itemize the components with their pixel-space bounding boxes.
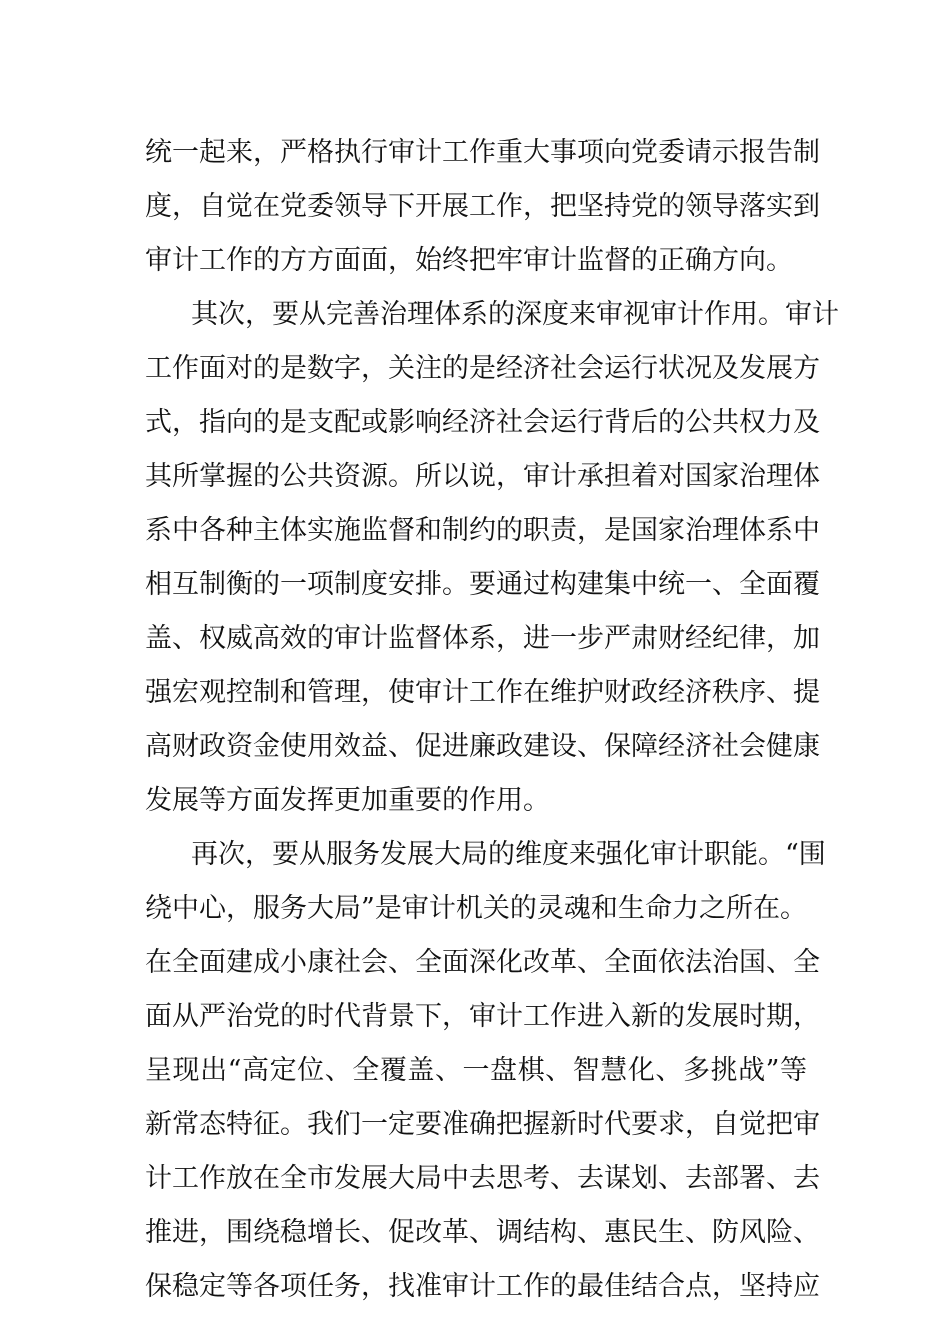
text-line: 审计工作的方方面面，始终把牢审计监督的正确方向。 bbox=[145, 245, 793, 276]
text-line: 强宏观控制和管理，使审计工作在维护财政经济秩序、提 bbox=[145, 677, 820, 708]
document-body bbox=[145, 126, 839, 1314]
text-line: 计工作放在全市发展大局中去思考、去谋划、去部署、去 bbox=[145, 1163, 820, 1194]
text-line: 绕中心，服务大局”是审计机关的灵魂和生命力之所在。 bbox=[145, 893, 807, 924]
paragraph-2 bbox=[145, 288, 839, 828]
paragraph-1 bbox=[145, 126, 820, 288]
text-line: 统一起来，严格执行审计工作重大事项向党委请示报告制 bbox=[145, 137, 820, 168]
text-line: 新常态特征。我们一定要准确把握新时代要求，自觉把审 bbox=[145, 1109, 820, 1140]
text-line: 其所掌握的公共资源。所以说，审计承担着对国家治理体 bbox=[145, 461, 820, 492]
text-line: 式，指向的是支配或影响经济社会运行背后的公共权力及 bbox=[145, 407, 820, 438]
text-line: 高财政资金使用效益、促进廉政建设、保障经济社会健康 bbox=[145, 731, 820, 762]
text-line: 保稳定等各项任务，找准审计工作的最佳结合点，坚持应 bbox=[145, 1271, 820, 1302]
text-line: 在全面建成小康社会、全面深化改革、全面依法治国、全 bbox=[145, 947, 820, 978]
text-line: 相互制衡的一项制度安排。要通过构建集中统一、全面覆 bbox=[145, 569, 820, 600]
text-line: 再次，要从服务发展大局的维度来强化审计职能。“围 bbox=[191, 839, 826, 870]
text-line: 其次，要从完善治理体系的深度来审视审计作用。审计 bbox=[191, 299, 839, 330]
text-line: 盖、权威高效的审计监督体系，进一步严肃财经纪律，加 bbox=[145, 623, 820, 654]
text-line: 呈现出“高定位、全覆盖、一盘棋、智慧化、多挑战”等 bbox=[145, 1055, 807, 1086]
text-line: 工作面对的是数字，关注的是经济社会运行状况及发展方 bbox=[145, 353, 820, 384]
text-line: 面从严治党的时代背景下，审计工作进入新的发展时期， bbox=[145, 1001, 820, 1032]
text-line: 度，自觉在党委领导下开展工作，把坚持党的领导落实到 bbox=[145, 191, 820, 222]
paragraph-3 bbox=[145, 828, 826, 1314]
text-line: 推进，围绕稳增长、促改革、调结构、惠民生、防风险、 bbox=[145, 1217, 820, 1248]
text-line: 系中各种主体实施监督和制约的职责，是国家治理体系中 bbox=[145, 515, 820, 546]
text-line: 发展等方面发挥更加重要的作用。 bbox=[145, 785, 550, 816]
